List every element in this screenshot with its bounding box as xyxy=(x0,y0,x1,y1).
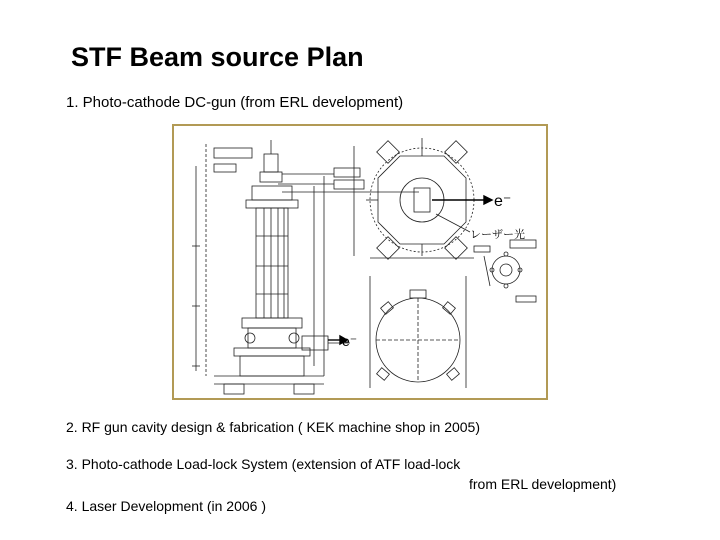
dc-gun-drawing xyxy=(174,126,546,398)
item-laser: 4. Laser Development (in 2006 ) xyxy=(66,498,266,514)
laser-label: レーザー光 xyxy=(470,228,525,241)
item-load-lock: 3. Photo-cathode Load-lock System (extension of ATF load-lock xyxy=(66,456,461,472)
item-dc-gun: 1. Photo-cathode DC-gun (from ERL development) xyxy=(66,94,404,111)
electron-label-top: e⁻ xyxy=(494,193,512,210)
slide-title: STF Beam source Plan xyxy=(71,42,364,72)
electron-label-bottom: e⁻ xyxy=(342,333,358,349)
item-rf-gun: 2. RF gun cavity design & fabrication ( KEK machine shop in 2005) xyxy=(66,419,480,435)
item-load-lock-continued: from ERL development) xyxy=(469,476,617,492)
engineering-drawing-figure xyxy=(172,124,548,400)
